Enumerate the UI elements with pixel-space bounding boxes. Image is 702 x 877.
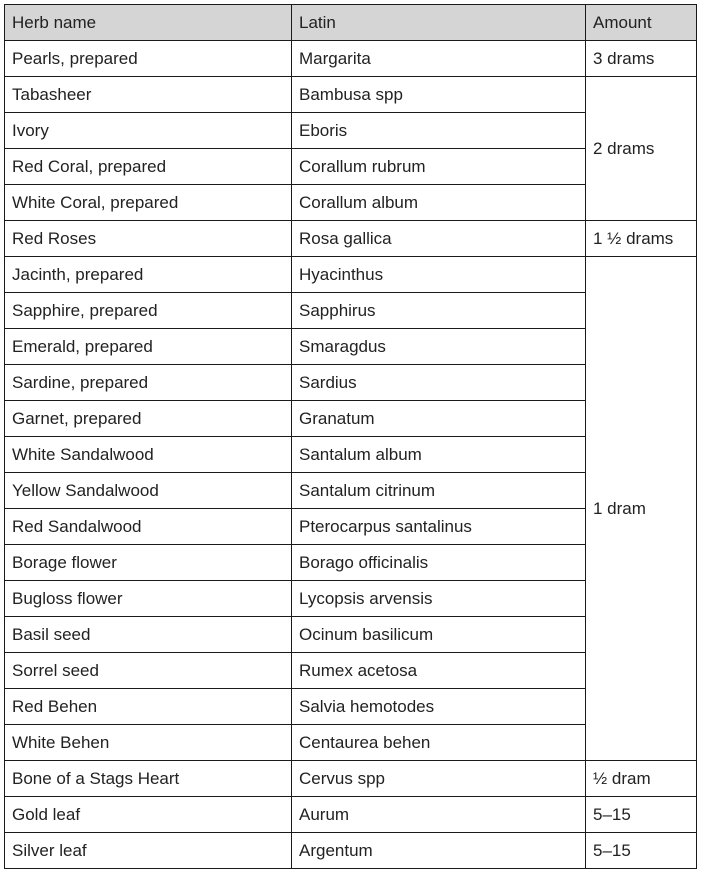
header-row xyxy=(5,5,697,41)
amount-cell: 1 ½ drams xyxy=(586,221,697,257)
herb-name-cell: White Sandalwood xyxy=(5,437,292,473)
herb-name-cell: Red Coral, prepared xyxy=(5,149,292,185)
herb-table xyxy=(4,4,697,869)
herb-name-cell: Red Behen xyxy=(5,689,292,725)
herb-name-cell: Pearls, prepared xyxy=(5,41,292,77)
herb-name-cell: Garnet, prepared xyxy=(5,401,292,437)
latin-name-cell: Salvia hemotodes xyxy=(292,689,586,725)
latin-name-cell: Centaurea behen xyxy=(292,725,586,761)
column-header-herb-name: Herb name xyxy=(5,5,292,41)
latin-name-cell: Hyacinthus xyxy=(292,257,586,293)
table-row xyxy=(5,257,697,293)
herb-name-cell: Gold leaf xyxy=(5,797,292,833)
column-header-amount: Amount xyxy=(586,5,697,41)
latin-name-cell: Rumex acetosa xyxy=(292,653,586,689)
latin-name-cell: Argentum xyxy=(292,833,586,869)
herb-name-cell: Red Roses xyxy=(5,221,292,257)
table-header xyxy=(5,5,697,41)
latin-name-cell: Cervus spp xyxy=(292,761,586,797)
herb-name-cell: Red Sandalwood xyxy=(5,509,292,545)
latin-name-cell: Pterocarpus santalinus xyxy=(292,509,586,545)
herb-name-cell: Sapphire, prepared xyxy=(5,293,292,329)
table-row xyxy=(5,41,697,77)
column-header-latin: Latin xyxy=(292,5,586,41)
herb-name-cell: Bone of a Stags Heart xyxy=(5,761,292,797)
amount-cell: 5–15 xyxy=(586,833,697,869)
latin-name-cell: Lycopsis arvensis xyxy=(292,581,586,617)
latin-name-cell: Smaragdus xyxy=(292,329,586,365)
herb-name-cell: Tabasheer xyxy=(5,77,292,113)
latin-name-cell: Bambusa spp xyxy=(292,77,586,113)
latin-name-cell: Santalum album xyxy=(292,437,586,473)
latin-name-cell: Corallum album xyxy=(292,185,586,221)
herb-name-cell: Jacinth, prepared xyxy=(5,257,292,293)
herb-name-cell: Silver leaf xyxy=(5,833,292,869)
table-row xyxy=(5,77,697,113)
latin-name-cell: Borago officinalis xyxy=(292,545,586,581)
herb-name-cell: Sorrel seed xyxy=(5,653,292,689)
table-row xyxy=(5,761,697,797)
herb-name-cell: Sardine, prepared xyxy=(5,365,292,401)
amount-cell: 1 dram xyxy=(586,257,697,761)
latin-name-cell: Sardius xyxy=(292,365,586,401)
table-row xyxy=(5,833,697,869)
amount-cell: 5–15 xyxy=(586,797,697,833)
herb-table-container xyxy=(4,4,697,869)
herb-name-cell: Bugloss flower xyxy=(5,581,292,617)
latin-name-cell: Granatum xyxy=(292,401,586,437)
latin-name-cell: Corallum rubrum xyxy=(292,149,586,185)
herb-name-cell: Emerald, prepared xyxy=(5,329,292,365)
amount-cell: ½ dram xyxy=(586,761,697,797)
latin-name-cell: Eboris xyxy=(292,113,586,149)
herb-name-cell: White Coral, prepared xyxy=(5,185,292,221)
latin-name-cell: Rosa gallica xyxy=(292,221,586,257)
latin-name-cell: Sapphirus xyxy=(292,293,586,329)
latin-name-cell: Santalum citrinum xyxy=(292,473,586,509)
herb-name-cell: Yellow Sandalwood xyxy=(5,473,292,509)
latin-name-cell: Aurum xyxy=(292,797,586,833)
amount-cell: 2 drams xyxy=(586,77,697,221)
latin-name-cell: Ocinum basilicum xyxy=(292,617,586,653)
amount-cell: 3 drams xyxy=(586,41,697,77)
table-row xyxy=(5,797,697,833)
table-body xyxy=(5,41,697,869)
table-row xyxy=(5,221,697,257)
herb-name-cell: White Behen xyxy=(5,725,292,761)
herb-name-cell: Ivory xyxy=(5,113,292,149)
latin-name-cell: Margarita xyxy=(292,41,586,77)
herb-name-cell: Borage flower xyxy=(5,545,292,581)
herb-name-cell: Basil seed xyxy=(5,617,292,653)
